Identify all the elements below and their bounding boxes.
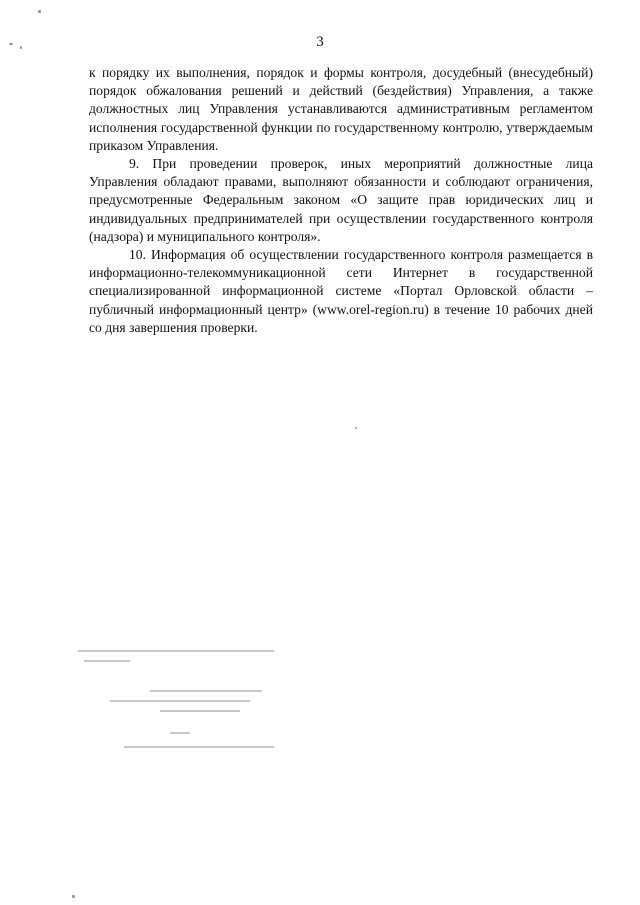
faint-bleed-through bbox=[170, 732, 190, 734]
scan-speck bbox=[355, 427, 357, 429]
document-body bbox=[89, 64, 593, 337]
scan-speck bbox=[72, 895, 75, 898]
paragraph-continuation: к порядку их выполнения, порядок и формы контроля, досудебный (внесудебный) порядок обжалования решений и действий (бездействия) Управления, а также должностных лиц Управления устанавливаются административным регламентом исполнения государственной функции по государственному контролю, утверждаемым приказом Управления. bbox=[89, 65, 593, 153]
faint-bleed-through bbox=[150, 690, 262, 692]
page-number: 3 bbox=[316, 34, 324, 50]
faint-bleed-through bbox=[84, 660, 130, 662]
faint-bleed-through bbox=[160, 710, 240, 712]
scan-speck bbox=[20, 46, 22, 49]
faint-bleed-through bbox=[124, 746, 274, 748]
scan-speck bbox=[38, 10, 41, 13]
scan-speck bbox=[9, 43, 13, 45]
paragraph-9: 9. При проведении проверок, иных мероприятий должностные лица Управления обладают правами, выполняют обязанности и соблюдают ограничения, предусмотренные Федеральным законом «О защите прав юридических лиц и индивидуальных предпринимателей при осуществлении государственного контроля (надзора) и муниципального контроля». bbox=[89, 156, 593, 244]
faint-bleed-through bbox=[110, 700, 250, 702]
faint-bleed-through bbox=[78, 650, 274, 652]
paragraph-10: 10. Информация об осуществлении государственного контроля размещается в информационно-телекоммуникационной сети Интернет в государственной специализированной информационной системе «Портал Орловской области – публичный информационный центр» (www.orel-region.ru) в течение 10 рабочих дней со дня завершения проверки. bbox=[89, 247, 593, 335]
